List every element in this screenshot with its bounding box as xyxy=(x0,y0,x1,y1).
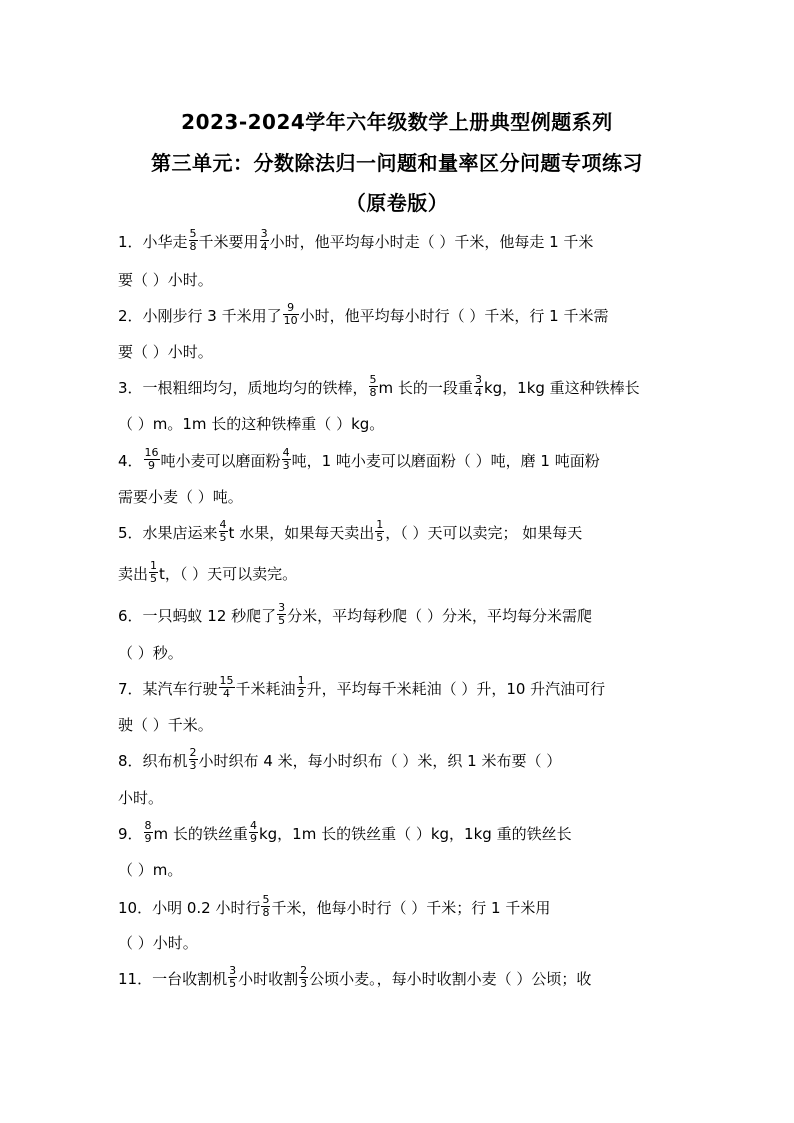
numerator: 16 xyxy=(144,446,159,459)
version-subtitle: （原卷版） xyxy=(345,191,449,215)
question-5-line-2 xyxy=(118,559,678,590)
text: 5．水果店运来 xyxy=(118,524,218,542)
text: 4． xyxy=(118,452,143,470)
numerator: 5 xyxy=(262,893,270,906)
question-4-line-1 xyxy=(118,446,678,477)
fraction xyxy=(144,820,153,845)
text: 公顷小麦。，每小时收割小麦（ ）公顷；收 xyxy=(309,970,592,988)
text: m 长的铁丝重 xyxy=(153,825,248,843)
question-7-line-1 xyxy=(118,674,678,705)
text: 升，平均每千米耗油（ ）升，10 升汽油可行 xyxy=(306,680,606,698)
text: 10．小明 0.2 小时行 xyxy=(118,899,261,917)
text: 7．某汽车行驶 xyxy=(118,680,218,698)
text: 吨，1 吨小麦可以磨面粉（ ）吨，磨 1 吨面粉 xyxy=(291,452,600,470)
text: kg，1m 长的铁丝重（ ）kg，1kg 重的铁丝长 xyxy=(258,825,572,843)
text: kg，1kg 重这种铁棒长 xyxy=(483,379,640,397)
text: 需要小麦（ ）吨。 xyxy=(118,488,243,506)
fraction xyxy=(249,820,258,845)
numerator: 4 xyxy=(282,446,290,459)
denominator: 4 xyxy=(260,240,268,253)
denominator: 3 xyxy=(300,977,308,990)
text: 9． xyxy=(118,825,143,843)
question-9-line-2 xyxy=(118,858,678,886)
numerator: 3 xyxy=(260,227,268,240)
text: t，（ ）天可以卖完。 xyxy=(159,565,298,583)
denominator: 3 xyxy=(189,759,197,772)
text: （ ）m。 xyxy=(118,861,183,879)
fraction xyxy=(277,602,286,627)
text: t 水果，如果每天卖出 xyxy=(228,524,375,542)
denominator: 10 xyxy=(283,314,298,327)
numerator: 5 xyxy=(189,227,197,240)
denominator: 5 xyxy=(219,531,227,544)
fraction xyxy=(228,965,237,990)
fraction xyxy=(369,374,378,399)
text: 2．小刚步行 3 千米用了 xyxy=(118,307,282,325)
text: 卖出 xyxy=(118,565,149,583)
question-2-line-2 xyxy=(118,340,678,368)
fraction xyxy=(189,747,198,772)
fraction xyxy=(260,228,269,253)
question-4-line-2 xyxy=(118,485,678,513)
question-3-line-1 xyxy=(118,373,678,404)
text: 小时，他平均每小时行（ ）千米，行 1 千米需 xyxy=(299,307,609,325)
numerator: 4 xyxy=(249,819,257,832)
question-1-line-2 xyxy=(118,268,678,296)
fraction xyxy=(144,447,160,472)
fraction xyxy=(375,519,384,544)
fraction xyxy=(283,302,299,327)
denominator: 9 xyxy=(144,832,152,845)
fraction xyxy=(297,675,306,700)
text: （ ）小时。 xyxy=(118,934,198,952)
numerator: 3 xyxy=(474,373,482,386)
question-1-line-1 xyxy=(118,227,678,258)
text: 1．小华走 xyxy=(118,233,188,251)
denominator: 9 xyxy=(148,459,156,472)
question-9-line-1 xyxy=(118,819,678,850)
numerator: 1 xyxy=(297,674,305,687)
text: 6．一只蚂蚁 12 秒爬了 xyxy=(118,607,277,625)
unit-title: 第三单元：分数除法归一问题和量率区分问题专项练习 xyxy=(151,151,643,175)
denominator: 8 xyxy=(189,240,197,253)
text: 千米，他每小时行（ ）千米；行 1 千米用 xyxy=(271,899,551,917)
question-11-line-1 xyxy=(118,964,678,995)
text: 分米，平均每秒爬（ ）分米，平均每分米需爬 xyxy=(287,607,592,625)
text: 11．一台收割机 xyxy=(118,970,228,988)
page-title: 2023-2024学年六年级数学上册典型例题系列 xyxy=(181,110,613,134)
question-3-line-2 xyxy=(118,412,678,440)
denominator: 4 xyxy=(223,687,231,700)
question-7-line-2 xyxy=(118,713,678,741)
text: m 长的一段重 xyxy=(378,379,473,397)
text: 要（ ）小时。 xyxy=(118,271,213,289)
numerator: 9 xyxy=(283,302,299,315)
fraction xyxy=(219,675,235,700)
text: 小时。 xyxy=(118,789,164,807)
fraction xyxy=(474,374,483,399)
numerator: 1 xyxy=(376,518,384,531)
question-5-line-1 xyxy=(118,518,678,549)
text: （ ）m。1m 长的这种铁棒重（ ）kg。 xyxy=(118,415,385,433)
numerator: 5 xyxy=(369,373,377,386)
denominator: 5 xyxy=(376,531,384,544)
text: 小时，他平均每小时走（ ）千米，他每走 1 千米 xyxy=(269,233,594,251)
numerator: 15 xyxy=(219,674,234,687)
text: 吨小麦可以磨面粉 xyxy=(160,452,281,470)
question-8-line-1 xyxy=(118,746,678,777)
numerator: 1 xyxy=(150,559,158,572)
denominator: 9 xyxy=(249,832,257,845)
numerator: 3 xyxy=(278,601,286,614)
denominator: 5 xyxy=(278,614,286,627)
denominator: 4 xyxy=(474,386,482,399)
numerator: 8 xyxy=(144,819,152,832)
denominator: 5 xyxy=(229,977,237,990)
denominator: 3 xyxy=(282,459,290,472)
denominator: 2 xyxy=(297,687,305,700)
numerator: 2 xyxy=(300,964,308,977)
question-6-line-2 xyxy=(118,641,678,669)
text: 千米要用 xyxy=(198,233,259,251)
question-8-line-2 xyxy=(118,786,678,814)
question-10-line-1 xyxy=(118,893,678,924)
question-10-line-2 xyxy=(118,931,678,959)
text: 千米耗油 xyxy=(235,680,296,698)
denominator: 8 xyxy=(369,386,377,399)
text: 3．一根粗细均匀，质地均匀的铁棒， xyxy=(118,379,368,397)
fraction xyxy=(189,228,198,253)
text: 8．织布机 xyxy=(118,752,188,770)
fraction xyxy=(299,965,308,990)
denominator: 5 xyxy=(150,572,158,585)
text: ，（ ）天可以卖完； 如果每天 xyxy=(385,524,583,542)
fraction xyxy=(261,894,270,919)
fraction xyxy=(219,519,228,544)
question-6-line-1 xyxy=(118,601,678,632)
denominator: 8 xyxy=(262,906,270,919)
numerator: 2 xyxy=(189,746,197,759)
fraction xyxy=(282,447,291,472)
text: （ ）秒。 xyxy=(118,644,183,662)
text: 小时织布 4 米，每小时织布（ ）米，织 1 米布要（ ） xyxy=(198,752,562,770)
text: 小时收割 xyxy=(238,970,299,988)
question-2-line-1 xyxy=(118,301,678,332)
fraction xyxy=(149,560,158,585)
text: 驶（ ）千米。 xyxy=(118,716,213,734)
text: 要（ ）小时。 xyxy=(118,343,213,361)
numerator: 3 xyxy=(229,964,237,977)
numerator: 4 xyxy=(219,518,227,531)
